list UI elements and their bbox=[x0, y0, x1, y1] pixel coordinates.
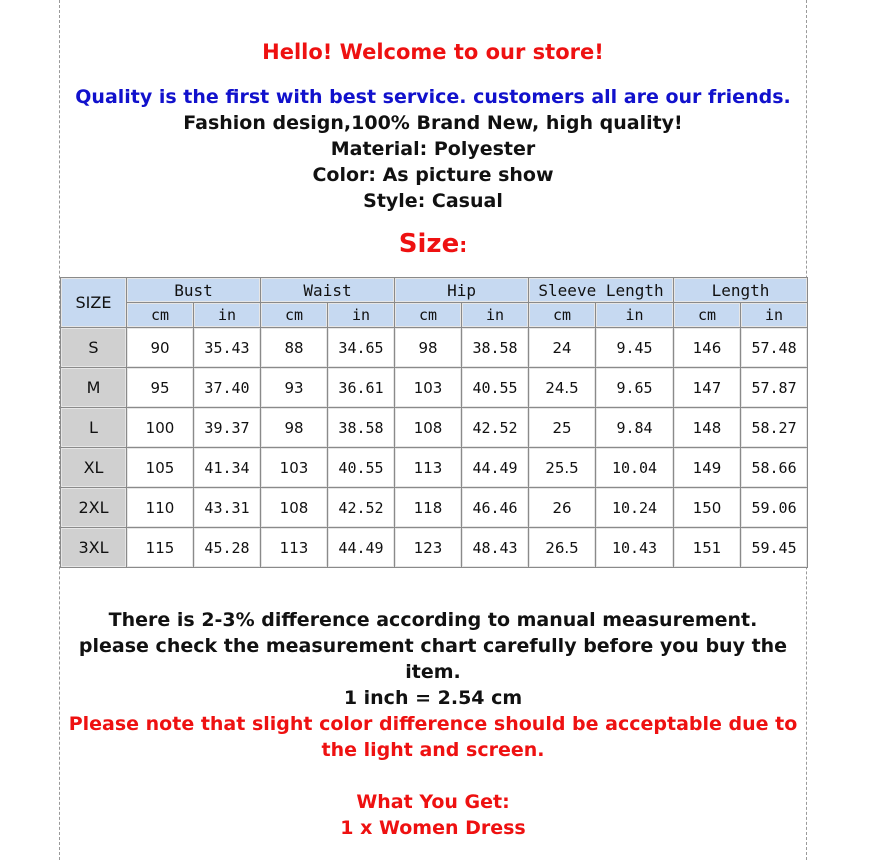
table-row bbox=[61, 408, 808, 448]
color-note-line-1: Please note that slight color difference should be acceptable due to bbox=[68, 713, 798, 735]
measurement-cell: 40.55 bbox=[328, 448, 395, 488]
table-row bbox=[61, 328, 808, 368]
measurement-cell: 57.48 bbox=[741, 328, 808, 368]
measurement-cell: 118 bbox=[395, 488, 462, 528]
measurement-cell: 45.28 bbox=[194, 528, 261, 568]
material-line: Material: Polyester bbox=[330, 138, 536, 160]
size-heading bbox=[59, 229, 807, 259]
measurement-cell: 113 bbox=[261, 528, 328, 568]
measurement-cell: 34.65 bbox=[328, 328, 395, 368]
measurement-cell: 93 bbox=[261, 368, 328, 408]
measurement-cell: 149 bbox=[674, 448, 741, 488]
measurement-cell: 44.49 bbox=[462, 448, 529, 488]
size-chart-table bbox=[60, 277, 808, 568]
unit-header: in bbox=[328, 303, 395, 328]
measurement-cell: 41.34 bbox=[194, 448, 261, 488]
difference-note: There is 2-3% difference according to manual measurement. bbox=[108, 609, 758, 631]
measurement-cell: 10.43 bbox=[596, 528, 674, 568]
size-label-cell: M bbox=[61, 368, 127, 408]
measurement-cell: 37.40 bbox=[194, 368, 261, 408]
measurement-cell: 95 bbox=[127, 368, 194, 408]
measurement-cell: 103 bbox=[261, 448, 328, 488]
measurement-cell: 42.52 bbox=[328, 488, 395, 528]
unit-header: cm bbox=[395, 303, 462, 328]
measurement-cell: 36.61 bbox=[328, 368, 395, 408]
measurement-cell: 25.5 bbox=[529, 448, 596, 488]
measurement-cell: 48.43 bbox=[462, 528, 529, 568]
measurement-cell: 147 bbox=[674, 368, 741, 408]
measurement-cell: 100 bbox=[127, 408, 194, 448]
measurement-cell: 46.46 bbox=[462, 488, 529, 528]
measurement-cell: 9.65 bbox=[596, 368, 674, 408]
group-header-waist: Waist bbox=[261, 278, 395, 303]
group-header-length: Length bbox=[674, 278, 808, 303]
measurement-cell: 10.04 bbox=[596, 448, 674, 488]
unit-header: in bbox=[596, 303, 674, 328]
unit-header: cm bbox=[529, 303, 596, 328]
fashion-line: Fashion design,100% Brand New, high quality! bbox=[183, 112, 683, 134]
size-heading-text: Size bbox=[398, 229, 460, 259]
measurement-cell: 123 bbox=[395, 528, 462, 568]
size-heading-colon: : bbox=[459, 233, 468, 257]
measurement-cell: 108 bbox=[395, 408, 462, 448]
measurement-cell: 113 bbox=[395, 448, 462, 488]
table-row bbox=[61, 368, 808, 408]
unit-header: cm bbox=[127, 303, 194, 328]
unit-header-row bbox=[61, 303, 808, 328]
measurement-cell: 150 bbox=[674, 488, 741, 528]
measurement-cell: 57.87 bbox=[741, 368, 808, 408]
size-label-cell: 3XL bbox=[61, 528, 127, 568]
measurement-cell: 24 bbox=[529, 328, 596, 368]
measurement-cell: 148 bbox=[674, 408, 741, 448]
table-row bbox=[61, 528, 808, 568]
measurement-cell: 26.5 bbox=[529, 528, 596, 568]
unit-header: in bbox=[194, 303, 261, 328]
size-label-cell: 2XL bbox=[61, 488, 127, 528]
quality-line: Quality is the first with best service. customers all are our friends. bbox=[75, 86, 791, 108]
color-line: Color: As picture show bbox=[312, 164, 554, 186]
inch-conversion: 1 inch = 2.54 cm bbox=[343, 687, 523, 709]
measurement-cell: 35.43 bbox=[194, 328, 261, 368]
measurement-cell: 9.45 bbox=[596, 328, 674, 368]
measurement-cell: 115 bbox=[127, 528, 194, 568]
size-label-cell: L bbox=[61, 408, 127, 448]
measurement-cell: 59.45 bbox=[741, 528, 808, 568]
measurement-cell: 40.55 bbox=[462, 368, 529, 408]
check-note-line-2: item. bbox=[405, 661, 461, 683]
measurement-cell: 59.06 bbox=[741, 488, 808, 528]
measurement-cell: 98 bbox=[395, 328, 462, 368]
measurement-cell: 38.58 bbox=[462, 328, 529, 368]
package-item: 1 x Women Dress bbox=[340, 817, 526, 839]
what-you-get-heading: What You Get: bbox=[356, 791, 510, 813]
measurement-cell: 10.24 bbox=[596, 488, 674, 528]
measurement-cell: 9.84 bbox=[596, 408, 674, 448]
unit-header: cm bbox=[674, 303, 741, 328]
measurement-cell: 90 bbox=[127, 328, 194, 368]
measurement-cell: 146 bbox=[674, 328, 741, 368]
group-header-hip: Hip bbox=[395, 278, 529, 303]
color-note-line-2: the light and screen. bbox=[321, 739, 545, 761]
measurement-cell: 110 bbox=[127, 488, 194, 528]
measurement-cell: 105 bbox=[127, 448, 194, 488]
size-label-cell: XL bbox=[61, 448, 127, 488]
measurement-cell: 58.66 bbox=[741, 448, 808, 488]
group-header-sleeve-length: Sleeve Length bbox=[529, 278, 674, 303]
measurement-cell: 24.5 bbox=[529, 368, 596, 408]
group-header-row bbox=[61, 278, 808, 303]
group-header-bust: Bust bbox=[127, 278, 261, 303]
measurement-cell: 39.37 bbox=[194, 408, 261, 448]
check-note-line-1: please check the measurement chart carefully before you buy the bbox=[78, 635, 788, 657]
measurement-cell: 151 bbox=[674, 528, 741, 568]
unit-header: in bbox=[462, 303, 529, 328]
measurement-cell: 98 bbox=[261, 408, 328, 448]
measurement-cell: 108 bbox=[261, 488, 328, 528]
measurement-cell: 42.52 bbox=[462, 408, 529, 448]
unit-header: in bbox=[741, 303, 808, 328]
table-row bbox=[61, 488, 808, 528]
welcome-heading: Hello! Welcome to our store! bbox=[262, 40, 604, 64]
measurement-cell: 88 bbox=[261, 328, 328, 368]
table-row bbox=[61, 448, 808, 488]
size-label-cell: S bbox=[61, 328, 127, 368]
style-line: Style: Casual bbox=[363, 190, 503, 212]
measurement-cell: 44.49 bbox=[328, 528, 395, 568]
measurement-cell: 38.58 bbox=[328, 408, 395, 448]
measurement-cell: 103 bbox=[395, 368, 462, 408]
measurement-cell: 43.31 bbox=[194, 488, 261, 528]
unit-header: cm bbox=[261, 303, 328, 328]
measurement-cell: 25 bbox=[529, 408, 596, 448]
measurement-cell: 26 bbox=[529, 488, 596, 528]
measurement-cell: 58.27 bbox=[741, 408, 808, 448]
size-column-header: SIZE bbox=[61, 278, 127, 328]
